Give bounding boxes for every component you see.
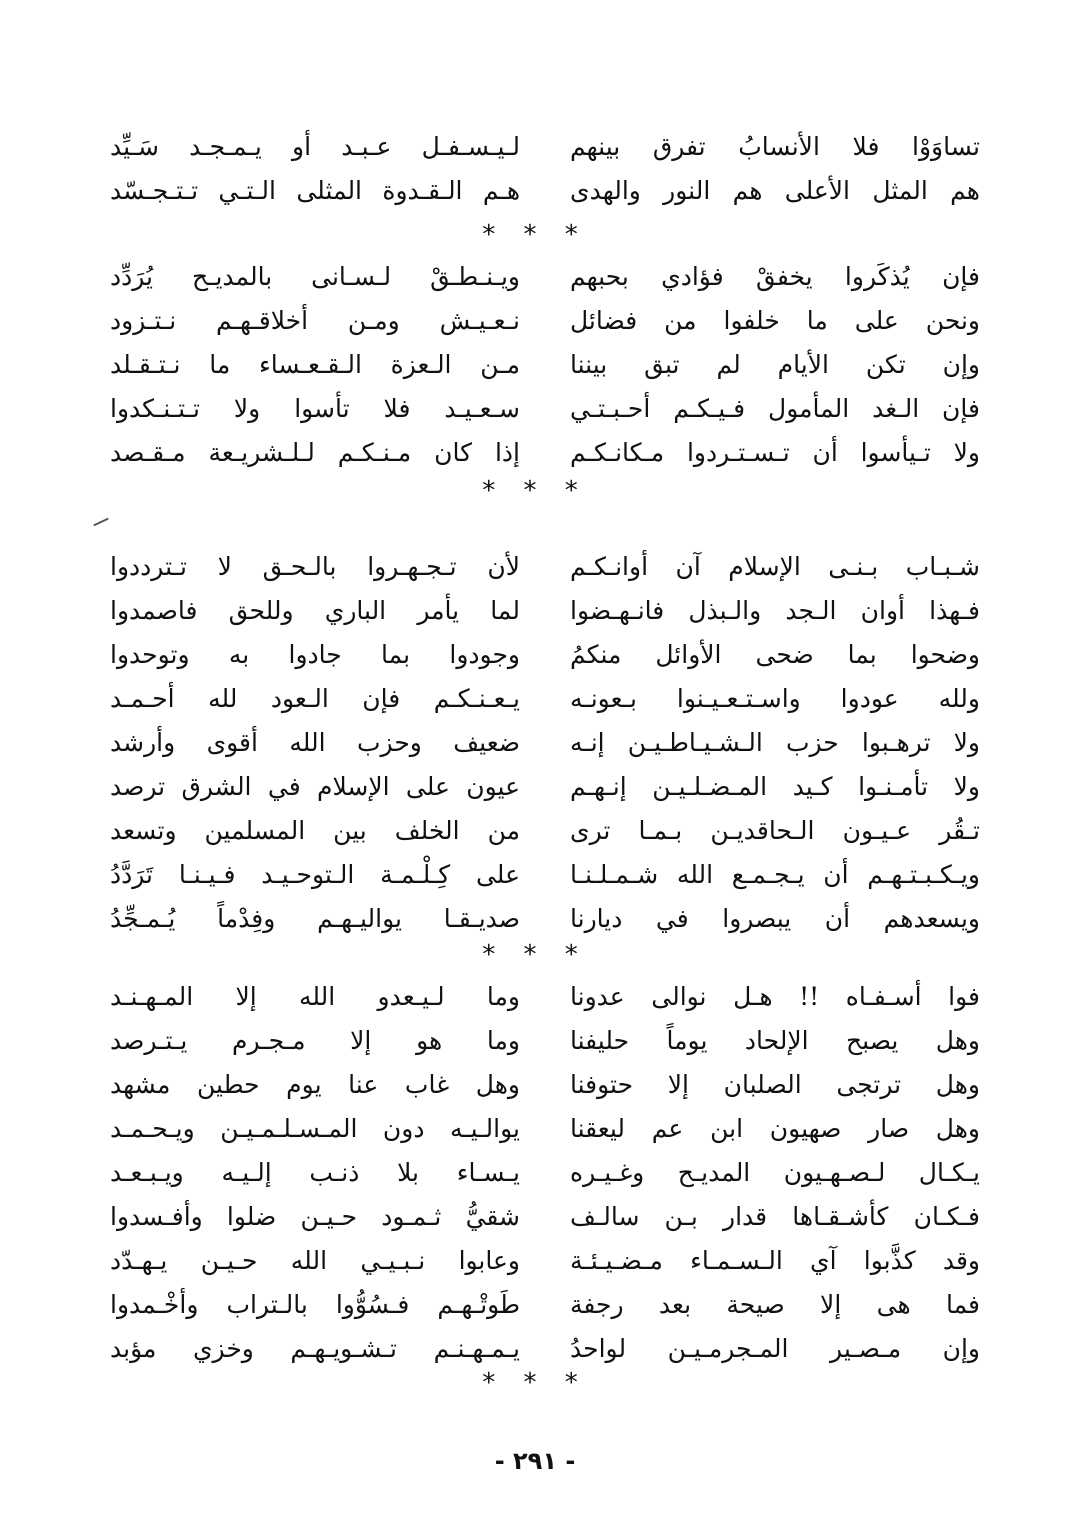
first-hemistich: يـكـال لـصـهـيون المديـح وغـيـره	[570, 1158, 980, 1187]
verse	[110, 1063, 980, 1107]
verse	[110, 255, 980, 299]
first-hemistich: وإن مـصـير المـجرمـيـن لواحدُ	[570, 1334, 980, 1363]
second-hemistich: من الخلف بين المسلمين وتسعد	[110, 816, 520, 845]
section-separator: * * *	[482, 940, 588, 970]
second-hemistich: يـعـنـكـم فإن الـعود لله أحـمـد	[110, 684, 520, 713]
second-hemistich: إذا كان مـنـكـم لـلـشريـعة مـقـصد	[110, 438, 520, 467]
first-hemistich: وقد كذَّبوا آي الـسـمـاء مـضـيـئـة	[570, 1246, 980, 1275]
stanza-3	[110, 545, 980, 941]
verse	[110, 1151, 980, 1195]
verse	[110, 721, 980, 765]
second-hemistich: يـسـاء بلا ذنـب إلـيـه ويـبـعـد	[110, 1158, 520, 1187]
second-hemistich: يـمـهـنـم تـشـويـهـم وخزي مؤبد	[110, 1334, 520, 1363]
second-hemistich: يوالـيـه دون المـسـلـمـيـن ويـحـمـد	[110, 1114, 520, 1143]
verse	[110, 975, 980, 1019]
first-hemistich: فإن يُذكَروا يخفقْ فؤادي بحبهم	[570, 262, 980, 291]
first-hemistich: فإن الـغد المأمول فـيـكـم أحـبـتـي	[570, 394, 980, 423]
verse	[110, 125, 980, 169]
first-hemistich: ونحن على ما خلفوا من فضائل	[570, 306, 980, 335]
verse	[110, 853, 980, 897]
verse	[110, 431, 980, 475]
second-hemistich: صديـقـا يواليـهـم وفِدْماً يُـمـجِّدُ	[110, 904, 520, 933]
verse	[110, 765, 980, 809]
second-hemistich: شقيُّ ثـمـود حـيـن ضلوا وأفـسدوا	[110, 1202, 520, 1231]
first-hemistich: ويسعدهم أن يبصروا في ديارنا	[570, 904, 980, 933]
verse	[110, 677, 980, 721]
first-hemistich: وضحوا بما ضحى الأوائل منكمُ	[570, 640, 980, 669]
second-hemistich: سـعـيـد فلا تأسوا ولا تـتـنـكدوا	[110, 394, 520, 423]
verse	[110, 1019, 980, 1063]
stray-pen-mark	[93, 518, 108, 527]
stanza-4	[110, 975, 980, 1371]
first-hemistich: ولا تأمـنـوا كـيد المـضـلـيـن إنـهـم	[570, 772, 980, 801]
stanza-1	[110, 125, 980, 213]
second-hemistich: لأن تـجـهـروا بالـحـق لا تـترددوا	[110, 552, 520, 581]
first-hemistich: ولا ترهـبوا حزب الـشـيـاطـيـن إنـه	[570, 728, 980, 757]
verse	[110, 1195, 980, 1239]
verse	[110, 1107, 980, 1151]
verse	[110, 299, 980, 343]
second-hemistich: مـن الـعزة الـقـعـساء ما نـتـقـلد	[110, 350, 520, 379]
section-separator: * * *	[482, 220, 588, 250]
second-hemistich: وجودوا بما جادوا به وتوحدوا	[110, 640, 520, 669]
first-hemistich: وهل صار صهيون ابن عم ليعقنا	[570, 1114, 980, 1143]
second-hemistich: وعابوا نـبـيـي الله حـيـن يـهـدّد	[110, 1246, 520, 1275]
second-hemistich: ضعيف وحزب الله أقوى وأرشد	[110, 728, 520, 757]
verse	[110, 1239, 980, 1283]
first-hemistich: فـكـان كأشـقـاها قدار بـن سالـف	[570, 1202, 980, 1231]
verse	[110, 589, 980, 633]
section-separator: * * *	[482, 476, 588, 506]
verse	[110, 897, 980, 941]
section-separator: * * *	[482, 1368, 588, 1398]
first-hemistich: فوا أسـفـاه !! هـل نوالى عدونا	[570, 982, 980, 1011]
first-hemistich: وهل يصبح الإلحاد يوماً حليفنا	[570, 1026, 980, 1055]
first-hemistich: تـقُر عـيـون الـحاقديـن بـمـا ترى	[570, 816, 980, 845]
first-hemistich: فما هى إلا صيحة بعد رجفة	[570, 1290, 980, 1319]
second-hemistich: نـعـيـش ومـن أخلاقـهـم نـتـزود	[110, 306, 520, 335]
first-hemistich: ولله عودوا واسـتـعـيـنوا بـعونـه	[570, 684, 980, 713]
verse	[110, 545, 980, 589]
first-hemistich: شـبـاب بـنـى الإسلام آن أوانـكـم	[570, 552, 980, 581]
second-hemistich: وهل غاب عنا يوم حطين مشهد	[110, 1070, 520, 1099]
verse	[110, 387, 980, 431]
verse	[110, 343, 980, 387]
verse	[110, 809, 980, 853]
first-hemistich: ولا تـيأسوا أن تـسـتـردوا مـكانـكـم	[570, 438, 980, 467]
second-hemistich: لما يأمر الباري وللحق فاصمدوا	[110, 596, 520, 625]
stanza-2	[110, 255, 980, 475]
second-hemistich: عيون على الإسلام في الشرق ترصد	[110, 772, 520, 801]
second-hemistich: وما هو إلا مـجـرم يـتـرصد	[110, 1026, 520, 1055]
page-number: - ٢٩١ -	[494, 1447, 576, 1475]
verse	[110, 169, 980, 213]
verse	[110, 1283, 980, 1327]
first-hemistich: هم المثل الأعلى هم النور والهدى	[570, 176, 980, 205]
verse	[110, 633, 980, 677]
second-hemistich: لـيـسـفـل عـبـد أو يـمـجـد سَـيِّد	[110, 132, 520, 161]
first-hemistich: تساوَوْا فلا الأنسابُ تفرق بينهم	[570, 132, 980, 161]
first-hemistich: فـهذا أوان الـجد والـبذل فانـهـضوا	[570, 596, 980, 625]
second-hemistich: على كِـلْـمـة الـتوحـيـد فـيـنـا تَرَدَّدُ	[110, 860, 520, 889]
second-hemistich: وما لـيـعدو الله إلا المـهـنـد	[110, 982, 520, 1011]
second-hemistich: ويـنـطـقْ لـسـانى بالمديـح يُرَدِّد	[110, 262, 520, 291]
first-hemistich: وهل ترتجى الصلبان إلا حتوفنا	[570, 1070, 980, 1099]
second-hemistich: هـم الـقـدوة المثلى الـتـي تـتـجـسّد	[110, 176, 520, 205]
first-hemistich: ويـكـبـتـهـم أن يـجـمـع الله شـمـلـنـا	[570, 860, 980, 889]
second-hemistich: طَوتْـهـم فـسُوُّوا بالـتراب وأخْـمدوا	[110, 1290, 520, 1319]
verse	[110, 1327, 980, 1371]
first-hemistich: وإن تكن الأيام لم تبق بيننا	[570, 350, 980, 379]
